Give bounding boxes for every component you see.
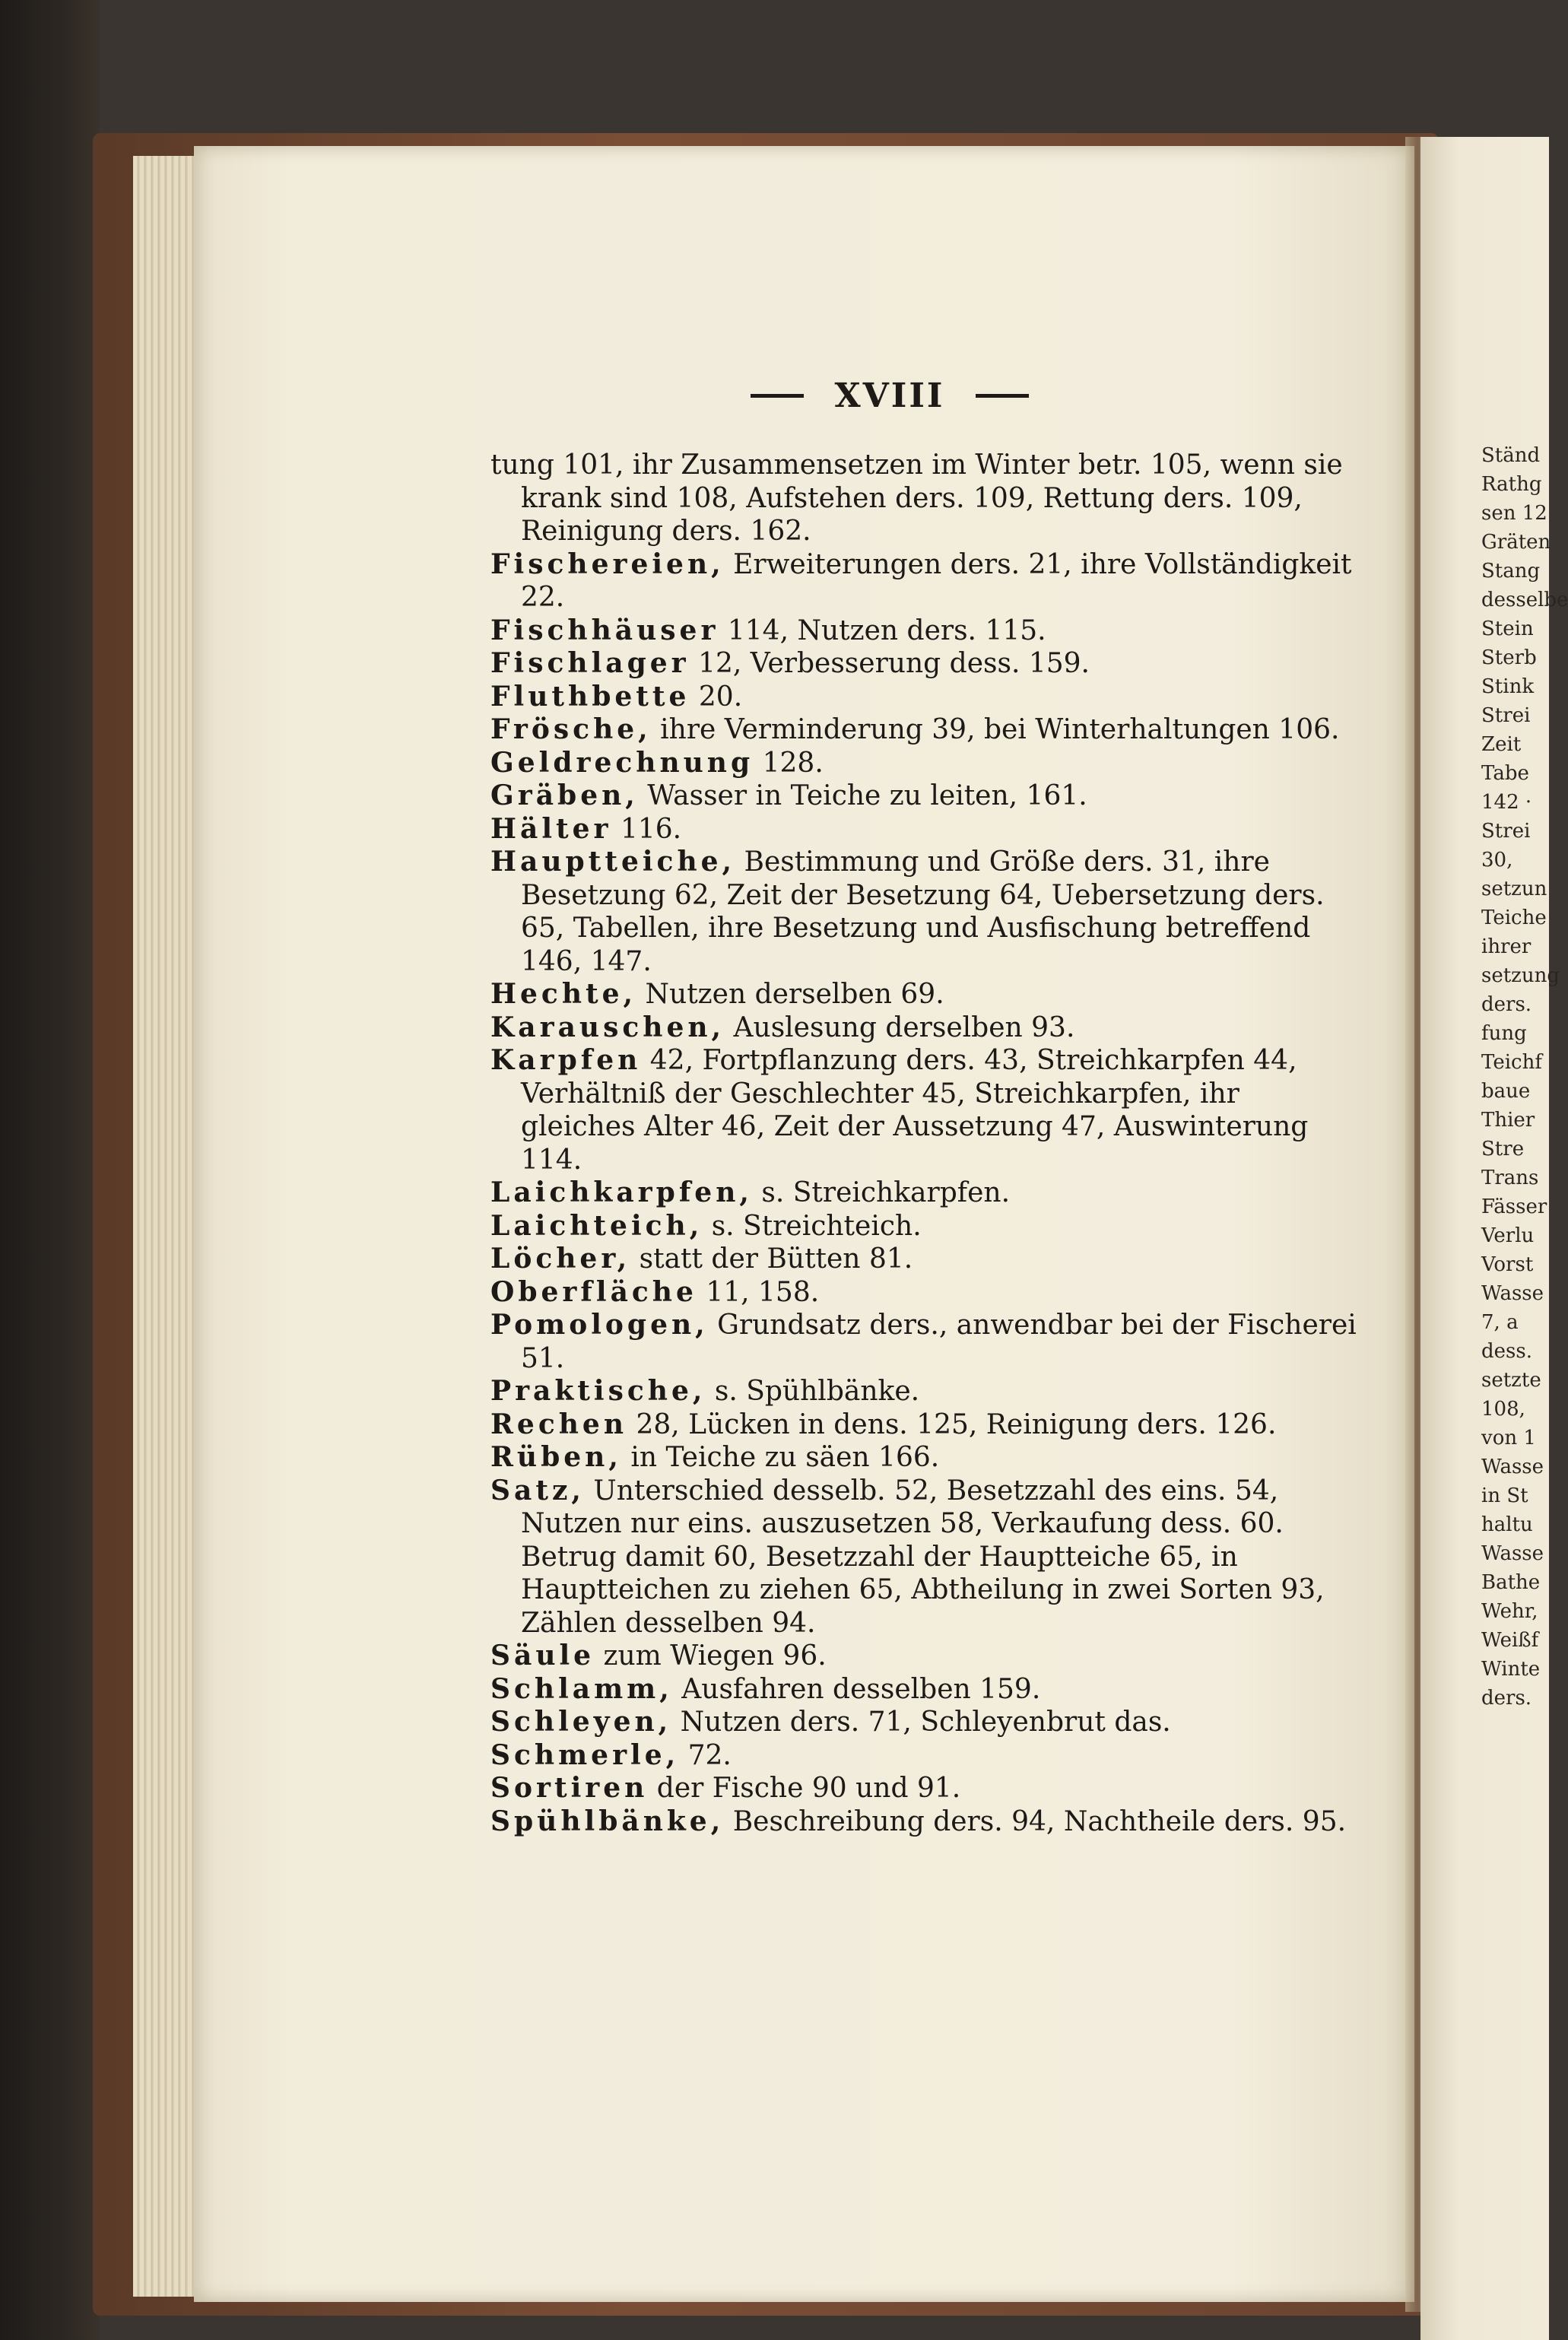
entry-headword: Schlamm, — [490, 1672, 673, 1705]
entry-text: Nutzen ders. 71, Schleyenbrut das. — [671, 1707, 1171, 1738]
entry-text: Auslesung derselben 93. — [725, 1011, 1075, 1043]
entry-headword: Rüben, — [490, 1441, 622, 1473]
right-page-fragment: Tabe — [1481, 762, 1529, 785]
index-entry — [490, 1739, 1361, 1773]
entry-text: 20. — [690, 681, 743, 713]
index-entry — [490, 813, 1361, 846]
entry-text: Bestimmung und Größe ders. 31, ihre Besetzung 62, Zeit der Besetzung 64, Uebersetzung ders. 65, Tabellen, ihre Besetzung und Ausfischung betreffend 146, 147. — [521, 846, 1325, 977]
entry-text: 42, Fortpflanzung ders. 43, Streichkarpfen 44, Verhältniß der Geschlechter 45, Streichkarpfen, ihr gleiches Alter 46, Zeit der Aussetzung 47, Auswinterung 114. — [521, 1045, 1309, 1176]
entry-headword: Schleyen, — [490, 1706, 672, 1738]
index-entry — [490, 449, 1361, 548]
right-page-fragment: ihrer — [1481, 935, 1531, 958]
entry-text: 72. — [679, 1739, 732, 1771]
right-page-fragment: setzung — [1481, 964, 1560, 987]
right-page-fragment: Winte — [1481, 1658, 1541, 1681]
index-entry — [490, 1011, 1361, 1045]
entry-text: 128. — [754, 747, 824, 779]
entry-headword: Fischhäuser — [490, 614, 719, 646]
right-page-fragment: sen 12 — [1481, 502, 1547, 525]
index-entries — [490, 449, 1361, 1838]
right-page-fragment: Teichf — [1481, 1051, 1542, 1074]
entry-headword: Spühlbänke, — [490, 1805, 725, 1837]
entry-headword: Gräben, — [490, 779, 639, 811]
right-page-fragment: Ständ — [1481, 444, 1541, 467]
right-page-fragment: desselbe — [1481, 589, 1568, 611]
entry-text: Unterschied desselb. 52, Besetzzahl des eins. 54, Nutzen nur eins. auszusetzen 58, Verkaufung dess. 60. Betrug damit 60, Besetzzahl der Hauptteiche 65, in Hauptteichen zu ziehen 65, Abtheilung in zwei Sorten 93, Zählen desselben 94. — [521, 1475, 1325, 1639]
entry-text: Nutzen derselben 69. — [636, 979, 944, 1010]
right-page-fragment: von 1 — [1481, 1427, 1536, 1449]
entry-text: tung 101, ihr Zusammensetzen im Winter betr. 105, wenn sie krank sind 108, Aufstehen ders. 109, Rettung ders. 109, Reinigung ders. 162. — [490, 449, 1343, 547]
right-page-fragment: Bathe — [1481, 1571, 1541, 1594]
right-page-fragment: Teiche — [1481, 906, 1547, 929]
index-entry — [490, 1243, 1361, 1276]
entry-headword: Laichkarpfen, — [490, 1176, 753, 1208]
index-entry — [490, 1673, 1361, 1707]
entry-text: s. Spühlbänke. — [706, 1376, 920, 1407]
entry-text: s. Streichkarpfen. — [752, 1177, 1011, 1208]
entry-text: der Fische 90 und 91. — [648, 1773, 961, 1804]
entry-headword: Pomologen, — [490, 1309, 709, 1341]
entry-text: Erweiterungen ders. 21, ihre Vollständigkeit 22. — [521, 548, 1352, 613]
right-page-fragment: Sterb — [1481, 646, 1537, 669]
entry-text: 116. — [611, 813, 682, 845]
entry-headword: Hälter — [490, 812, 612, 845]
background-left — [0, 0, 99, 2340]
entry-text: s. Streichteich. — [703, 1210, 922, 1242]
right-page-fragment: Stein — [1481, 618, 1534, 640]
index-entry — [490, 1044, 1361, 1176]
right-page-fragment: Strei — [1481, 820, 1531, 843]
entry-headword: Karauschen, — [490, 1011, 725, 1043]
entry-headword: Praktische, — [490, 1375, 706, 1407]
entry-headword: Sortiren — [490, 1772, 649, 1804]
entry-headword: Frösche, — [490, 713, 652, 745]
right-page-fragment: Rathg — [1481, 473, 1542, 496]
index-entry — [490, 1772, 1361, 1805]
entry-text: Beschreibung ders. 94, Nachtheile ders. 95. — [724, 1805, 1347, 1837]
entry-headword: Schmerle, — [490, 1738, 680, 1771]
index-entry — [490, 747, 1361, 780]
index-entry — [490, 978, 1361, 1011]
right-page-fragment: 30, — [1481, 849, 1513, 872]
right-page-fragment: haltu — [1481, 1513, 1533, 1536]
index-entry — [490, 1475, 1361, 1640]
index-entry — [490, 1706, 1361, 1739]
entry-text: Grundsatz ders., anwendbar bei der Fischerei 51. — [521, 1310, 1357, 1374]
index-entry — [490, 614, 1361, 648]
entry-headword: Satz, — [490, 1474, 585, 1507]
entry-headword: Oberfläche — [490, 1275, 697, 1308]
index-entry — [490, 548, 1361, 614]
right-page-fragment: Zeit — [1481, 733, 1522, 756]
right-page-fragment: Gräten — [1481, 531, 1551, 554]
right-page-fragment: Stang — [1481, 560, 1541, 583]
index-entry — [490, 1276, 1361, 1310]
right-page-fragment: Stink — [1481, 675, 1535, 698]
right-page-fragment: Strei — [1481, 704, 1531, 727]
right-page-fragment: 142 · — [1481, 791, 1532, 814]
index-entry — [490, 1441, 1361, 1475]
index-entry — [490, 846, 1361, 978]
entry-text: 11, 158. — [697, 1276, 820, 1308]
header-dash-right — [976, 394, 1029, 398]
index-entry — [490, 1176, 1361, 1210]
entry-text: Ausfahren desselben 159. — [672, 1673, 1041, 1705]
header-dash-left — [751, 394, 804, 398]
entry-headword: Karpfen — [490, 1044, 642, 1076]
right-page-fragment: fung — [1481, 1022, 1527, 1045]
right-page-fragment: ders. — [1481, 1687, 1532, 1710]
entry-headword: Löcher, — [490, 1243, 631, 1275]
entry-text: 12, Verbesserung dess. 159. — [689, 648, 1090, 679]
right-page-fragment: Stre — [1481, 1138, 1525, 1160]
page-number: XVIII — [834, 376, 945, 415]
right-page-fragment: Wasse — [1481, 1542, 1544, 1565]
right-page-fragment: Vorst — [1481, 1253, 1534, 1276]
index-entry — [490, 1805, 1361, 1839]
entry-text: 114, Nutzen ders. 115. — [719, 614, 1046, 646]
index-entry — [490, 1309, 1361, 1375]
entry-text: ihre Verminderung 39, bei Winterhaltungen 106. — [651, 714, 1340, 745]
index-entry — [490, 713, 1361, 747]
right-page-text — [1481, 441, 1568, 1713]
right-page-fragment: 7, a — [1481, 1311, 1519, 1334]
right-page-fragment: Wasse — [1481, 1282, 1544, 1305]
entry-headword: Laichteich, — [490, 1209, 703, 1242]
right-page-fragment: Wehr, — [1481, 1600, 1538, 1623]
entry-text: in Teiche zu säen 166. — [621, 1442, 940, 1473]
entry-headword: Hauptteiche, — [490, 846, 736, 878]
right-page-fragment: Wasse — [1481, 1456, 1544, 1478]
entry-text: Wasser in Teiche zu leiten, 161. — [638, 780, 1087, 811]
right-page-fragment: Weißf — [1481, 1629, 1539, 1652]
right-page-fragment: setzte — [1481, 1369, 1541, 1392]
right-page-fragment: Thier — [1481, 1109, 1535, 1132]
entry-text: statt der Bütten 81. — [630, 1243, 913, 1275]
right-page-fragment: ders. — [1481, 993, 1532, 1016]
right-page-fragment: in St — [1481, 1484, 1528, 1507]
index-entry — [490, 1375, 1361, 1408]
index-entry — [490, 1408, 1361, 1442]
index-entry — [490, 681, 1361, 714]
entry-headword: Fischlager — [490, 647, 690, 679]
right-page-fragment: Trans — [1481, 1167, 1539, 1189]
index-entry — [490, 1210, 1361, 1243]
right-page-fragment: Verlu — [1481, 1224, 1535, 1247]
right-page-fragment: dess. — [1481, 1340, 1532, 1363]
right-page-fragment: 108, — [1481, 1398, 1525, 1421]
right-page-fragment: Fässer — [1481, 1195, 1547, 1218]
entry-headword: Säule — [490, 1640, 595, 1672]
index-entry — [490, 647, 1361, 681]
index-entry — [490, 1640, 1361, 1673]
entry-headword: Rechen — [490, 1408, 627, 1440]
page-header — [730, 373, 1049, 418]
entry-headword: Geldrechnung — [490, 746, 754, 779]
entry-headword: Hechte, — [490, 978, 637, 1010]
entry-text: zum Wiegen 96. — [595, 1640, 827, 1672]
right-page-fragment: baue — [1481, 1080, 1531, 1103]
entry-headword: Fluthbette — [490, 680, 690, 713]
entry-headword: Fischereien, — [490, 548, 725, 580]
index-entry — [490, 779, 1361, 813]
right-page-fragment: setzun — [1481, 878, 1547, 900]
entry-text: 28, Lücken in dens. 125, Reinigung ders. 126. — [627, 1408, 1277, 1440]
